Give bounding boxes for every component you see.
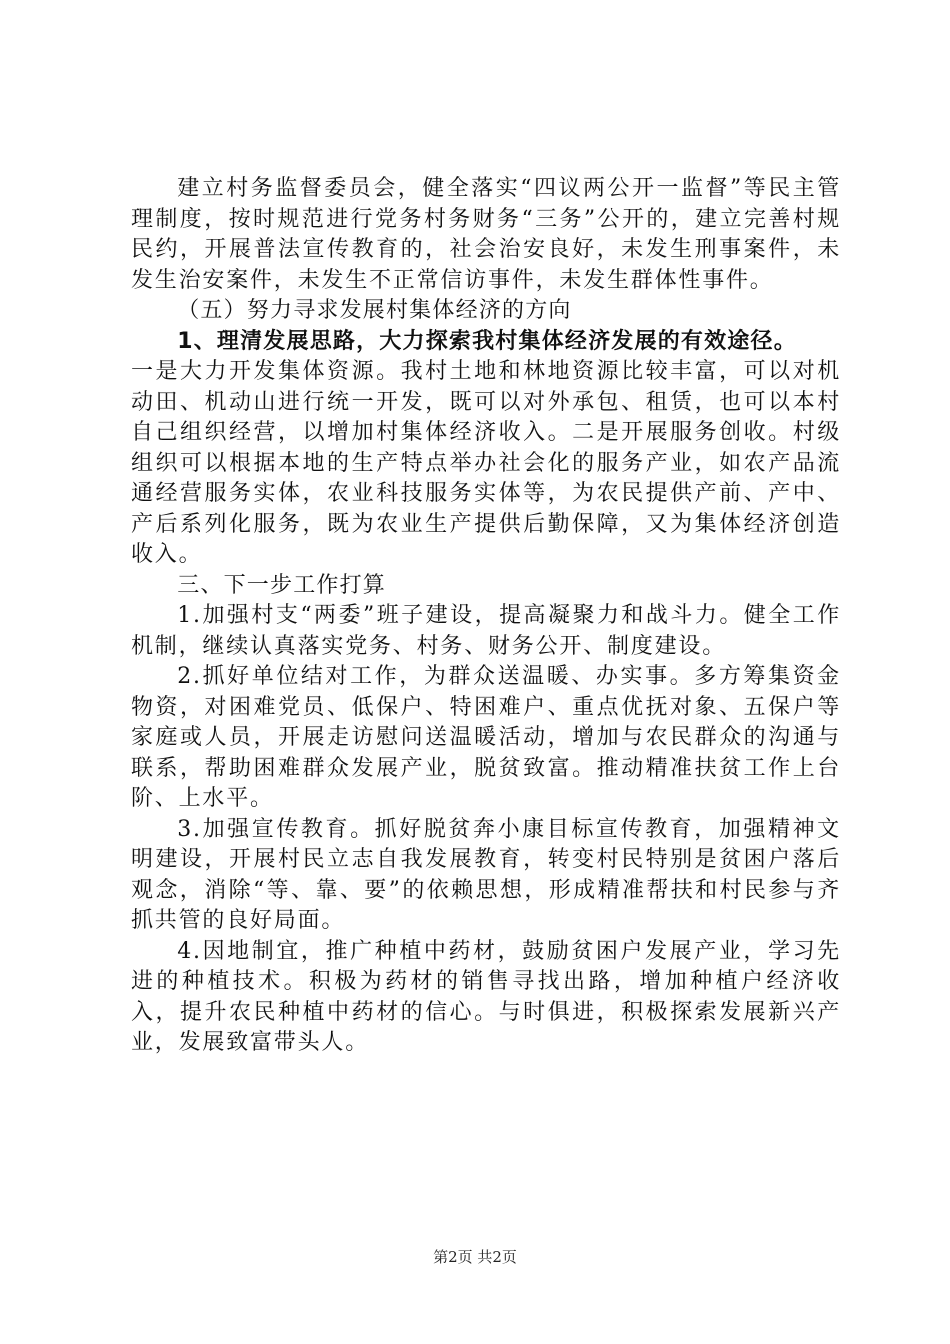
section-heading-next-steps: 三、下一步工作打算 bbox=[177, 572, 386, 598]
subheading-development-ideas: 1、理清发展思路，大力探索我村集体经济发展的有效途径。 bbox=[177, 328, 797, 354]
paragraph-item-3: 3.加强宣传教育。抓好脱贫奔小康目标宣传教育，加强精神文明建设，开展村民立志自我发展教育，转变村民特别是贫困户落后观念，消除“等、靠、要”的依赖思想，形成精准帮扶和村民参与齐抓共管的良好局面。 bbox=[131, 816, 841, 933]
section-heading-five: （五）努力寻求发展村集体经济的方向 bbox=[177, 298, 572, 323]
paragraph-supervision: 建立村务监督委员会，健全落实“四议两公开一监督”等民主管理制度，按时规范进行党务村务财务“三务”公开的，建立完善村规民约，开展普法宣传教育的，社会治安良好，未发生刑事案件，未发生治安案件，未发生不正常信访事件，未发生群体性事件。 bbox=[131, 176, 841, 293]
document-body bbox=[131, 174, 841, 1059]
paragraph-item-2: 2.抓好单位结对工作，为群众送温暖、办实事。多方筹集资金物资，对困难党员、低保户、特困难户、重点优抚对象、五保户等家庭或人员，开展走访慰问送温暖活动，增加与农民群众的沟通与联系，帮助困难群众发展产业，脱贫致富。推动精准扶贫工作上台阶、上水平。 bbox=[131, 664, 841, 811]
paragraph-item-4: 4.因地制宜，推广种植中药材，鼓励贫困户发展产业，学习先进的种植技术。积极为药材的销售寻找出路，增加种植户经济收入，提升农民种植中药材的信心。与时俱进，积极探索发展新兴产业，发展致富带头人。 bbox=[131, 938, 841, 1055]
paragraph-item-1: 1.加强村支“两委”班子建设，提高凝聚力和战斗力。健全工作机制，继续认真落实党务、村务、财务公开、制度建设。 bbox=[131, 603, 841, 659]
paragraph-collective-economy: 一是大力开发集体资源。我村土地和林地资源比较丰富，可以对机动田、机动山进行统一开发，既可以对外承包、租赁，也可以本村自己组织经营，以增加村集体经济收入。二是开展服务创收。村级组织可以根据本地的生产特点举办社会化的服务产业，如农产品流通经营服务实体，农业科技服务实体等，为农民提供产前、产中、产后系列化服务，既为农业生产提供后勤保障，又为集体经济创造收入。 bbox=[131, 359, 841, 567]
page-footer: 第2页 共2页 bbox=[433, 1248, 517, 1266]
